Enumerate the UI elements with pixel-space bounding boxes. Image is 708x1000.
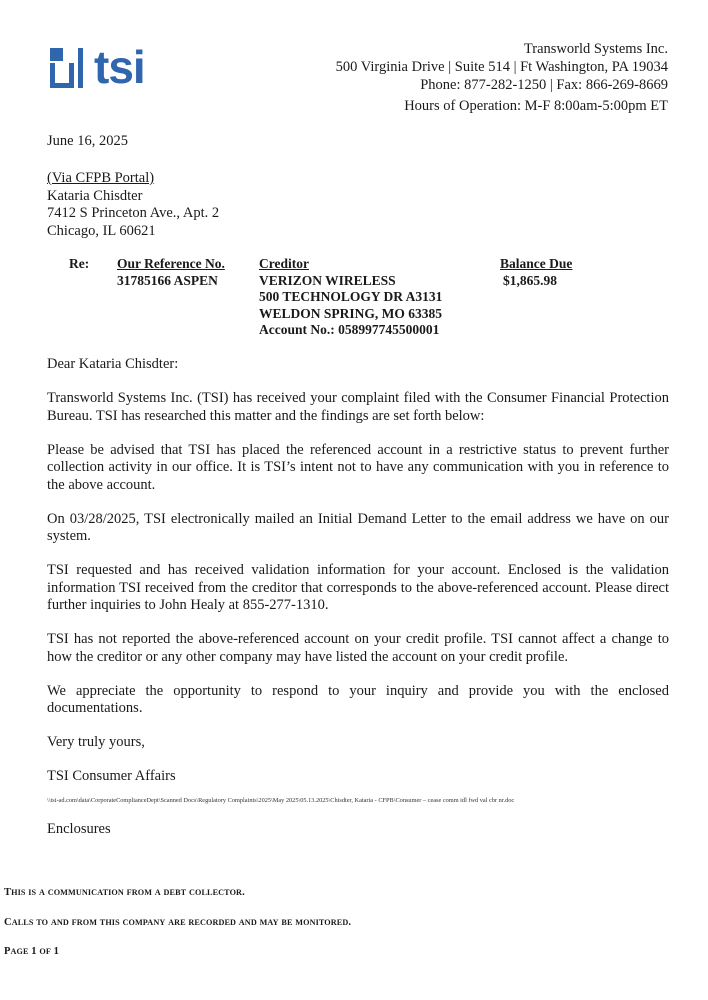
creditor-line: VERIZON WIRELESS xyxy=(259,272,396,288)
recipient-address xyxy=(47,170,219,240)
creditor-header: Creditor xyxy=(259,256,309,271)
reference-header: Our Reference No. xyxy=(117,256,225,271)
paragraph: On 03/28/2025, TSI electronically mailed an Initial Demand Letter to the email address we have on our system. xyxy=(47,510,669,544)
balance-value: $1,865.98 xyxy=(503,272,557,288)
recipient-street: 7412 S Princeton Ave., Apt. 2 xyxy=(47,205,220,221)
recipient-city: Chicago, IL 60621 xyxy=(47,222,156,239)
balance-block xyxy=(500,256,572,289)
tsi-logo xyxy=(50,41,162,93)
reference-block xyxy=(117,256,225,289)
company-name: Transworld Systems Inc. xyxy=(523,41,668,57)
creditor-line: Account No.: 058997745500001 xyxy=(259,322,440,337)
letter-date: June 16, 2025 xyxy=(47,133,128,149)
enclosures-label: Enclosures xyxy=(47,821,111,837)
reference-value: 31785166 ASPEN xyxy=(117,272,218,288)
signature: TSI Consumer Affairs xyxy=(47,768,176,784)
paragraph: Transworld Systems Inc. (TSI) has received your complaint filed with the Consumer Financial Protection Bureau. TSI has researched this matter and the findings are set forth below: xyxy=(47,390,669,424)
paragraph: TSI requested and has received validation information for your account. Enclosed is the validation information TSI received from the creditor that corresponds to the above-referenced account. Please direct further inquiries to John Healy at 855-277-1310. xyxy=(47,562,669,613)
recipient-name: Kataria Chisdter xyxy=(47,187,143,204)
balance-header: Balance Due xyxy=(500,256,573,271)
company-address: 500 Virginia Drive | Suite 514 | Ft Washington, PA 19034 xyxy=(335,59,668,75)
paragraph: Please be advised that TSI has placed the referenced account in a restrictive status to prevent further collection activity in our office. It is TSI’s intent not to have any communication with you in reference to the above account. xyxy=(47,441,669,493)
file-path: \\tsi-ad.com\data\CorporateComplianceDept\Scanned Docs\Regulatory Complaints\2025\May 2025\05.13.2025\Chisdter, Kataria - CFPB\Consumer – cease comm idl fwd val cbr nr.doc xyxy=(47,797,515,804)
creditor-line: 500 TECHNOLOGY DR A3131 xyxy=(259,289,443,304)
footer-line: THIS IS A COMMUNICATION FROM A DEBT COLLECTOR. xyxy=(4,887,245,898)
closing: Very truly yours, xyxy=(47,734,145,750)
creditor-block xyxy=(259,256,442,339)
delivery-method: (Via CFPB Portal) xyxy=(47,170,155,186)
letter-body xyxy=(47,356,669,786)
company-phone-fax: Phone: 877-282-1250 | Fax: 866-269-8669 xyxy=(420,77,668,93)
tsi-logo-mark-icon xyxy=(50,48,90,88)
company-hours: Hours of Operation: M-F 8:00am-5:00pm ET xyxy=(404,98,668,114)
footer-line: PAGE 1 OF 1 xyxy=(4,946,60,957)
footer-line: CALLS TO AND FROM THIS COMPANY ARE RECORDED AND MAY BE MONITORED. xyxy=(4,917,352,928)
creditor-line: WELDON SPRING, MO 63385 xyxy=(259,305,443,321)
footer-recording-notice xyxy=(4,917,351,928)
tsi-logo-text: tsi xyxy=(94,41,145,93)
re-label: Re: xyxy=(69,256,90,271)
footer-disclosure xyxy=(4,887,245,898)
salutation: Dear Kataria Chisdter: xyxy=(47,356,179,372)
paragraph: We appreciate the opportunity to respond to your inquiry and provide you with the enclosed documentations. xyxy=(47,682,669,716)
footer-page-number xyxy=(4,946,59,957)
company-header xyxy=(336,40,668,115)
paragraph: TSI has not reported the above-referenced account on your credit profile. TSI cannot affect a change to how the creditor or any other company may have listed the account on your credit profile. xyxy=(47,631,669,665)
